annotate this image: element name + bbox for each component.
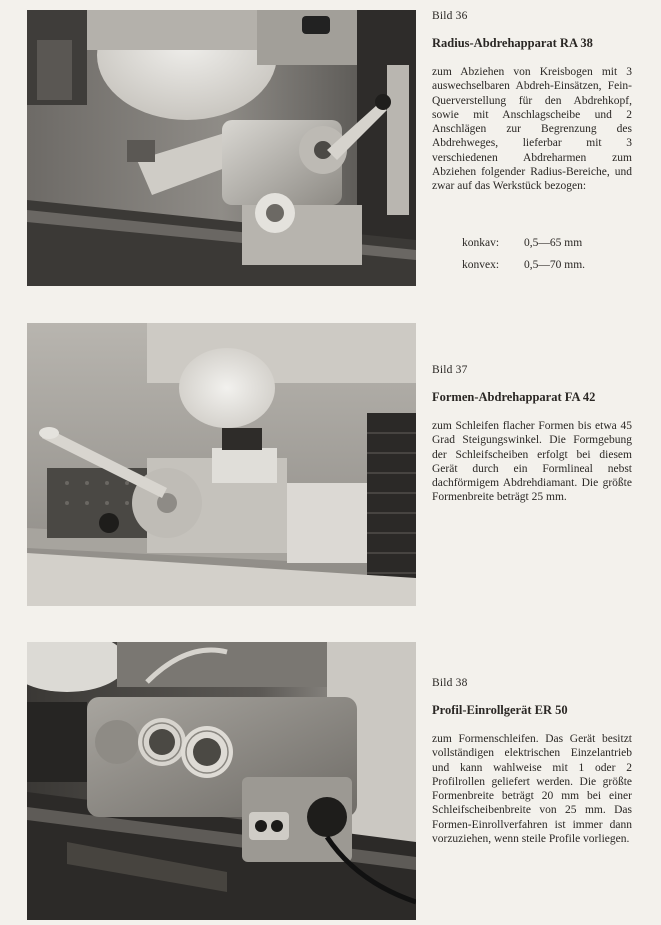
photo-radius-abdrehapparat <box>27 10 416 286</box>
radius-specs <box>462 232 585 276</box>
figure-number: Bild 38 <box>432 677 468 689</box>
spec-label: konvex: <box>462 259 500 271</box>
spec-row-konkav <box>462 232 585 254</box>
photo-profil-einrollgeraet <box>27 642 416 920</box>
product-description: zum Schleifen flacher Formen bis etwa 45 Grad Steigungswinkel. Die Formgebung der Schleifscheiben erfolgt bei diesem Gerät durch ein Formlineal nebst dachförmigem Abdrehdiamant. Die größte Formenbreite beträgt 25 mm. <box>432 420 632 504</box>
figure-number: Bild 37 <box>432 364 468 376</box>
product-description: zum Formenschleifen. Das Gerät besitzt vollständigen elektrischen Einzelantrieb und kann wahlweise mit 1 oder 2 Profilrollen geliefert werden. Die größte Formenbreite beträgt 20 mm bei einer Schleifscheibenbreite von 25 mm. Das Formen-Einrollverfahren ist immer dann vorzuziehen, wenn steile Profile vorliegen. <box>432 733 632 846</box>
figure-number: Bild 36 <box>432 10 468 22</box>
spec-label: konkav: <box>462 237 500 249</box>
spec-value: 0,5—70 mm. <box>524 259 586 271</box>
spec-value: 0,5—65 mm <box>524 237 583 249</box>
caption-bild-38 <box>432 677 632 846</box>
product-description: zum Abziehen von Kreisbogen mit 3 auswechselbaren Abdreh-Einsätzen, Fein-Querverstellung für den Abdrehkopf, sowie mit Anschlagscheibe und 2 Anschlägen zur Begrenzung des Abdrehweges, lieferbar mit 3 verschiedenen Abdreharmen zum Abziehen folgender Radius-Bereiche, und zwar auf das Werkstück bezogen: <box>432 66 632 193</box>
product-title: Profil-Einrollgerät ER 50 <box>432 703 568 717</box>
photo-formen-abdrehapparat <box>27 323 416 606</box>
spec-row-konvex <box>462 254 585 276</box>
product-title: Formen-Abdrehapparat FA 42 <box>432 390 596 404</box>
caption-bild-37 <box>432 364 632 505</box>
caption-bild-36 <box>432 10 632 194</box>
product-title: Radius-Abdrehapparat RA 38 <box>432 36 593 50</box>
